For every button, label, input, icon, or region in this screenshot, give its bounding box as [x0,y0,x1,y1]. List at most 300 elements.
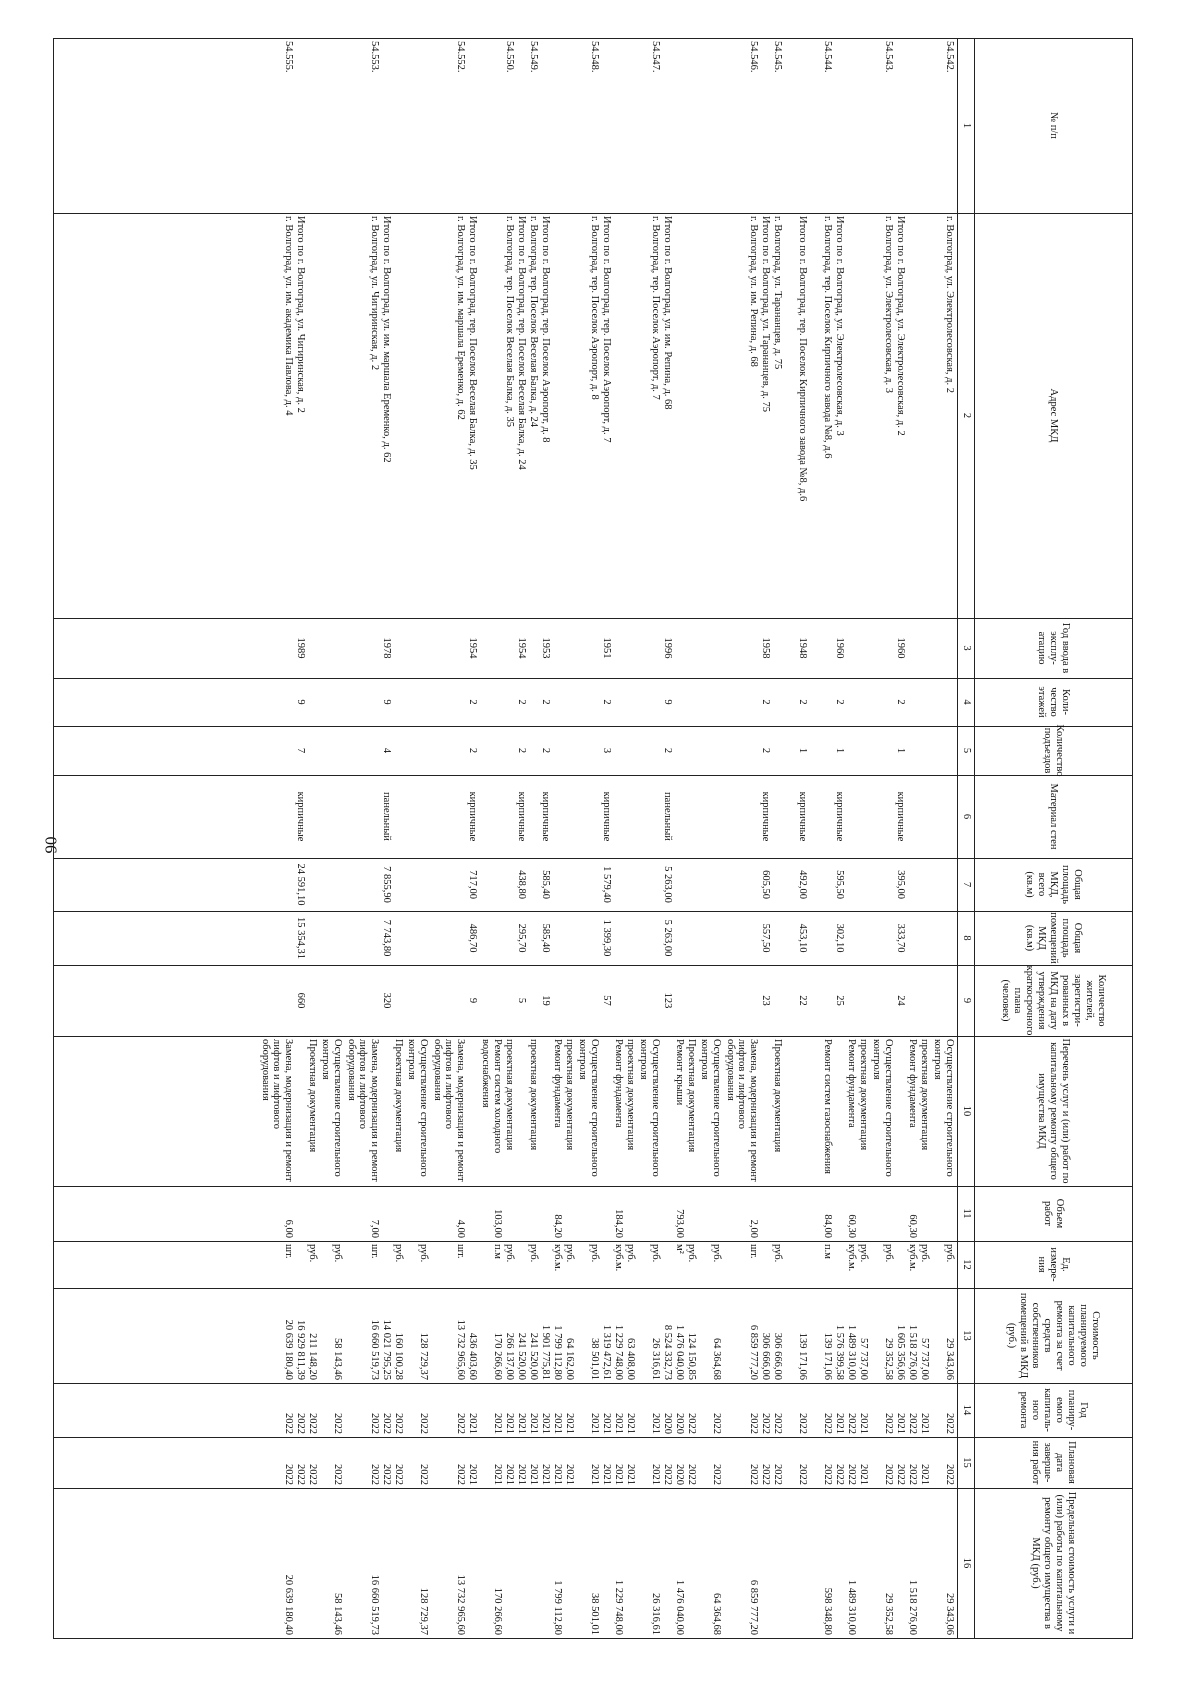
cell-col-4: 9 [662,699,673,705]
cell-col-13: 38 501,01 [589,1338,600,1380]
cell-col-12: руб. [504,1244,515,1263]
cell-col-13: 139 171,06 [822,1332,833,1380]
column-header: Год ввода в эксплу-атацию [1036,622,1071,674]
cell-col-15: 2022 [760,1464,771,1485]
cell-col-5: 2 [516,747,527,754]
cell-col-12: шт. [369,1244,380,1259]
cell-col-1: 54.543. [883,41,894,73]
cell-col-14: 2022 [944,1413,955,1434]
cell-col-13: 29 352,58 [883,1338,894,1380]
column-header: Общая площадь помещений МКД (кв.м) [1024,912,1083,964]
cell-col-9: 320 [381,992,392,1009]
cell-col-13: 211 148,20 [307,1333,318,1380]
cell-col-16: 58 143,46 [332,1593,343,1635]
cell-col-9: 123 [662,992,673,1009]
cell-col-12: руб. [919,1244,930,1263]
cell-col-2: Итого по г. Волгоград, ул. Электролесовская, д. 2 [895,216,906,436]
column-header: Количество жителей, зарегистри-рованных в МКД на дату утверждения краткосрочного плана (человек) [1000,965,1107,1036]
cell-col-15: 2022 [455,1464,466,1485]
cell-col-1: 54.553. [369,41,380,73]
column-number: 2 [961,412,972,419]
cell-col-10: Ремонт фундамента [907,1039,918,1128]
cell-col-11: 184,20 [613,1209,624,1238]
cell-col-3: 1954 [516,637,527,659]
cell-col-12: руб. [564,1244,575,1263]
cell-col-9: 22 [797,995,808,1006]
cell-col-2: Итого по г. Волгоград, тер. Поселок Веселая Балка, д. 35 [467,216,478,470]
cell-col-7: 605,50 [760,870,771,899]
column-header: Предельная стоимость услуги и (или) работы по капитальному ремонту общего имущества в МКД (руб.) [1030,1491,1077,1635]
cell-col-3: 1960 [834,637,845,659]
cell-col-6: кирпичные [760,791,771,842]
cell-col-6: кирпичные [516,791,527,842]
column-number: 16 [961,1557,972,1569]
column-header: Год планиру-емого капиталь-ного ремонта [1018,1388,1089,1432]
cell-col-4: 2 [834,699,845,705]
cell-col-9: 25 [834,995,845,1006]
cell-col-7: 24 591,10 [295,863,306,906]
cell-col-11: 6,00 [283,1219,294,1238]
cell-col-12: руб. [944,1244,955,1263]
cell-col-15: 2022 [834,1464,845,1485]
cell-col-7: 5 263,00 [662,866,673,903]
cell-col-10: проектная документация [564,1039,575,1151]
cell-col-13: 64 364,68 [711,1338,722,1380]
cell-col-8: 295,70 [516,923,527,953]
cell-col-13: 170 266,60 [492,1332,503,1380]
cell-col-15: 2021 [552,1464,563,1485]
cell-col-12: п.м [822,1244,833,1259]
cell-col-10: Ремонт фундамента [613,1039,624,1128]
cell-col-13: 1 489 310,00 [846,1324,857,1380]
cell-col-15: 2022 [797,1464,808,1485]
cell-col-10: Замена, модернизация и ремонт лифтов и лифтового оборудования [260,1039,294,1182]
cell-col-13: 1 605 356,06 [895,1324,906,1380]
cell-col-11: 4,00 [455,1219,466,1238]
cell-col-14: 2021 [613,1413,624,1434]
cell-col-12: куб.м. [846,1244,857,1272]
cell-col-10: Проектная документация [686,1039,697,1153]
cell-col-14: 2020 [674,1413,685,1434]
cell-col-1: 54.545. [772,41,783,73]
cell-col-16: 13 732 965,60 [455,1574,466,1635]
row-rule [957,38,958,1638]
cell-col-14: 2022 [907,1413,918,1434]
column-number: 15 [961,1457,972,1468]
cell-col-2: г. Волгоград, ул. им. маршала Еременко, д. 62 [455,216,466,420]
cell-col-2: г. Волгоград, ул. Электролесовская, д. 2 [944,216,955,393]
cell-col-16: 170 266,60 [492,1587,503,1635]
cell-col-11: 84,00 [822,1214,833,1238]
cell-col-14: 2021 [858,1413,869,1434]
cell-col-12: шт. [455,1244,466,1259]
cell-col-13: 124 150,85 [686,1332,697,1380]
cell-col-8: 7 743,80 [381,919,392,957]
column-number: 9 [961,997,972,1004]
cell-col-15: 2022 [846,1464,857,1485]
cell-col-14: 2021 [492,1413,503,1434]
cell-col-10: Осуществление строительного контроля [406,1039,429,1177]
cell-col-14: 2020 [662,1413,673,1434]
cell-col-7: 492,00 [797,870,808,899]
cell-col-13: 57 737,00 [858,1338,869,1380]
cell-col-13: 57 737,00 [919,1338,930,1380]
cell-col-1: 54.546. [748,41,759,73]
cell-col-12: руб. [307,1244,318,1263]
rotated-table-stage [53,38,1133,1638]
cell-col-9: 9 [467,997,478,1004]
cell-col-13: 306 666,00 [760,1332,771,1380]
cell-col-3: 1960 [895,637,906,659]
cell-col-2: Итого по г. Волгоград, ул. им. Репина, д. 68 [662,216,673,410]
cell-col-15: 2022 [748,1464,759,1485]
cell-col-15: 2022 [711,1464,722,1485]
cell-col-11: 60,30 [846,1214,857,1238]
cell-col-8: 585,40 [540,923,551,953]
cell-col-14: 2022 [283,1413,294,1434]
cell-col-12: руб. [858,1244,869,1263]
cell-col-12: руб. [625,1244,636,1263]
cell-col-16: 29 352,58 [883,1593,894,1635]
cell-col-10: проектная документация [919,1039,930,1151]
repair-plan-table [53,38,1133,1638]
cell-col-14: 2022 [381,1413,392,1434]
cell-col-4: 2 [797,699,808,705]
cell-col-2: г. Волгоград, ул. Электролесовская, д. 3 [883,216,894,393]
cell-col-12: м² [674,1244,685,1254]
cell-col-1: 54.542. [944,41,955,73]
cell-col-6: кирпичные [601,791,612,842]
bottom-rule [53,38,54,1638]
cell-col-14: 2022 [393,1413,404,1434]
cell-col-12: куб.м. [907,1244,918,1272]
cell-col-13: 1 229 748,00 [613,1324,624,1380]
cell-col-8: 302,10 [834,923,845,953]
cell-col-15: 2021 [919,1464,930,1485]
column-header: Адрес МКД [1048,388,1059,443]
cell-col-1: 54.547. [650,41,661,73]
cell-col-10: Проектная документация [393,1039,404,1153]
cell-col-14: 2022 [295,1413,306,1434]
column-header: Материал стен [1048,783,1059,850]
cell-col-11: 103,00 [492,1209,503,1238]
cell-col-14: 2022 [711,1413,722,1434]
cell-col-9: 5 [516,997,527,1004]
cell-col-15: 2020 [674,1464,685,1485]
cell-col-4: 2 [601,699,612,705]
cell-col-16: 64 364,68 [711,1593,722,1635]
cell-col-12: руб. [686,1244,697,1263]
cell-col-15: 2021 [516,1464,527,1485]
cell-col-5: 2 [662,747,673,754]
cell-col-14: 2022 [686,1413,697,1434]
cell-col-3: 1953 [540,637,551,659]
cell-col-2: Итого по г. Волгоград, ул. Чигиринская, д. 2 [295,216,306,413]
cell-col-15: 2022 [393,1464,404,1485]
cell-col-2: Итого по г. Волгоград, тер. Поселок Кирпичного завода №8, д.6 [797,216,808,502]
cell-col-7: 395,00 [895,870,906,899]
cell-col-2: Итого по г. Волгоград, ул. им. маршала Еременко, д. 62 [381,216,392,463]
cell-col-14: 2021 [564,1413,575,1434]
column-header: Стоимость планируемого капитального ремонта за счет средств собственников помещений в МКД (руб.) [1006,1292,1101,1379]
cell-col-15: 2021 [504,1464,515,1485]
column-rule [53,1638,1133,1639]
cell-col-14: 2022 [760,1413,771,1434]
cell-col-6: кирпичные [797,791,808,842]
cell-col-16: 598 348,80 [822,1587,833,1635]
cell-col-11: 84,20 [552,1214,563,1238]
cell-col-6: панельный [381,792,392,841]
cell-col-15: 2022 [895,1464,906,1485]
cell-col-14: 2021 [601,1413,612,1434]
cell-col-16: 6 859 777,20 [748,1579,759,1635]
cell-col-3: 1951 [601,637,612,659]
cell-col-10: Замена, модернизация и ремонт лифтов и лифтового оборудования [432,1039,466,1182]
column-header: Общая площадь МКД, всего (кв.м) [1024,865,1083,904]
cell-col-10: Осуществление строительного контроля [871,1039,894,1177]
cell-col-2: Итого по г. Волгоград, тер. Поселок Аэропорт, д. 7 [601,216,612,443]
cell-col-15: 2021 [601,1464,612,1485]
cell-col-12: куб.м. [613,1244,624,1272]
cell-col-10: Замена, модернизация и ремонт лифтов и лифтового оборудования [346,1039,380,1182]
column-number: 1 [961,122,972,129]
cell-col-12: руб. [589,1244,600,1263]
cell-col-1: 54.548. [589,41,600,73]
cell-col-4: 2 [516,699,527,705]
cell-col-12: шт. [748,1244,759,1259]
cell-col-3: 1978 [381,637,392,659]
cell-col-5: 1 [797,747,808,754]
cell-col-14: 2021 [467,1413,478,1434]
row-rule [1132,38,1133,1638]
cell-col-10: Ремонт систем холодного водоснабжения [480,1039,503,1154]
cell-col-13: 58 143,46 [332,1338,343,1380]
column-number: 7 [961,881,972,888]
cell-col-14: 2022 [369,1413,380,1434]
cell-col-15: 2021 [625,1464,636,1485]
cell-col-10: проектная документация [858,1039,869,1151]
cell-col-14: 2021 [540,1413,551,1434]
cell-col-14: 2022 [455,1413,466,1434]
cell-col-4: 2 [895,699,906,705]
cell-col-13: 1 518 276,00 [907,1324,918,1380]
cell-col-13: 14 021 795,25 [381,1319,392,1380]
cell-col-11: 60,30 [907,1214,918,1238]
cell-col-15: 2022 [381,1464,392,1485]
cell-col-15: 2022 [662,1464,673,1485]
cell-col-15: 2022 [944,1464,955,1485]
cell-col-7: 438,80 [516,870,527,899]
cell-col-16: 1 476 040,00 [674,1579,685,1635]
cell-col-15: 2022 [822,1464,833,1485]
cell-col-13: 6 859 777,20 [748,1324,759,1380]
cell-col-15: 2021 [528,1464,539,1485]
cell-col-8: 486,70 [467,923,478,953]
cell-col-13: 26 316,61 [650,1338,661,1380]
cell-col-14: 2022 [883,1413,894,1434]
cell-col-13: 436 403,60 [467,1332,478,1380]
cell-col-5: 1 [895,747,906,754]
cell-col-15: 2022 [295,1464,306,1485]
cell-col-15: 2022 [772,1464,783,1485]
cell-col-2: г. Волгоград, ул. Тарананцев, д. 75 [772,216,783,370]
cell-col-6: кирпичные [295,791,306,842]
cell-col-6: кирпичные [834,791,845,842]
cell-col-15: 2021 [613,1464,624,1485]
cell-col-7: 1 579,40 [601,866,612,903]
cell-col-16: 1 799 112,80 [552,1580,563,1635]
cell-col-10: Ремонт крыши [674,1039,685,1106]
cell-col-14: 2021 [516,1413,527,1434]
cell-col-14: 2022 [307,1413,318,1434]
cell-col-4: 2 [467,699,478,705]
cell-col-2: г. Волгоград, ул. им. академика Павлова, д. 4 [283,216,294,416]
cell-col-2: г. Волгоград, тер. Поселок Кирпичного завода №8, д.6 [822,216,833,459]
column-header: Коли-чество этажей [1036,686,1071,718]
cell-col-14: 2021 [528,1413,539,1434]
cell-col-15: 2022 [332,1464,343,1485]
cell-col-10: Осуществление строительного контроля [638,1039,661,1177]
cell-col-8: 1 399,30 [601,919,612,957]
cell-col-14: 2022 [332,1413,343,1434]
cell-col-2: г. Волгоград, тер. Поселок Веселая Балка, д. 35 [504,216,515,428]
cell-col-10: Ремонт фундамента [846,1039,857,1128]
cell-col-13: 128 729,37 [418,1332,429,1380]
cell-col-11: 7,00 [369,1219,380,1238]
cell-col-13: 1 799 112,80 [552,1325,563,1380]
cell-col-14: 2021 [504,1413,515,1434]
cell-col-5: 2 [760,747,771,754]
cell-col-6: кирпичные [540,791,551,842]
cell-col-1: 54.549. [528,41,539,73]
cell-col-5: 3 [601,747,612,754]
column-number: 3 [961,645,972,651]
cell-col-10: Проектная документация [772,1039,783,1153]
cell-col-8: 453,10 [797,923,808,953]
cell-col-7: 717,00 [467,870,478,899]
cell-col-13: 306 666,00 [772,1332,783,1380]
cell-col-15: 2021 [564,1464,575,1485]
cell-col-13: 64 162,00 [564,1338,575,1380]
cell-col-9: 19 [540,995,551,1006]
cell-col-3: 1948 [797,637,808,659]
cell-col-13: 20 639 180,40 [283,1319,294,1380]
cell-col-8: 15 354,31 [295,917,306,959]
cell-col-14: 2022 [772,1413,783,1434]
cell-col-2: г. Волгоград, ул. Чигиринская, д. 2 [369,216,380,371]
cell-col-15: 2021 [589,1464,600,1485]
cell-col-13: 8 524 332,73 [662,1324,673,1380]
cell-col-12: шт. [283,1244,294,1259]
cell-col-8: 333,70 [895,923,906,953]
cell-col-12: руб. [332,1244,343,1263]
cell-col-12: руб. [883,1244,894,1263]
cell-col-10: проектная документация [528,1039,539,1151]
cell-col-2: г. Волгоград, тер. Поселок Аэропорт, д. 8 [589,216,600,400]
cell-col-3: 1954 [467,637,478,659]
cell-col-13: 1 476 040,00 [674,1324,685,1380]
cell-col-2: г. Волгоград, тер. Поселок Веселая Балка, д. 24 [528,216,539,428]
cell-col-5: 4 [381,747,392,754]
cell-col-13: 1 319 472,61 [601,1324,612,1380]
cell-col-14: 2021 [834,1413,845,1434]
cell-col-4: 9 [295,699,306,705]
cell-col-15: 2021 [650,1464,661,1485]
column-number: 12 [961,1259,972,1270]
cell-col-16: 29 343,06 [944,1593,955,1635]
column-header: № п/п [1048,112,1059,139]
cell-col-10: Ремонт систем газоснабжения [822,1039,833,1174]
cell-col-15: 2021 [492,1464,503,1485]
cell-col-5: 2 [540,747,551,754]
cell-col-2: Итого по г. Волгоград, тер. Поселок Аэропорт, д. 8 [540,216,551,443]
cell-col-15: 2022 [418,1464,429,1485]
cell-col-15: 2022 [369,1464,380,1485]
cell-col-16: 26 316,61 [650,1593,661,1635]
cell-col-13: 29 343,06 [944,1338,955,1380]
cell-col-13: 13 732 965,60 [455,1319,466,1380]
cell-col-13: 1 901 775,81 [540,1324,551,1380]
cell-col-14: 2021 [625,1413,636,1434]
cell-col-10: проектная документация [625,1039,636,1151]
cell-col-9: 660 [295,992,306,1009]
cell-col-13: 16 929 811,39 [295,1320,306,1380]
cell-col-10: Осуществление строительного контроля [932,1039,955,1177]
cell-col-13: 1 576 399,58 [834,1324,845,1380]
cell-col-12: руб. [650,1244,661,1263]
cell-col-10: Замена, модернизация и ремонт лифтов и лифтового оборудования [725,1039,759,1182]
cell-col-10: проектная документация [504,1039,515,1151]
cell-col-16: 128 729,37 [418,1587,429,1635]
cell-col-12: руб. [393,1244,404,1263]
cell-col-16: 38 501,01 [589,1593,600,1635]
cell-col-16: 1 489 310,00 [846,1579,857,1635]
column-number: 5 [961,747,972,754]
cell-col-5: 2 [467,747,478,754]
cell-col-13: 266 137,00 [504,1332,515,1380]
cell-col-9: 23 [760,995,771,1006]
row-rule [974,38,975,1638]
cell-col-12: руб. [418,1244,429,1263]
cell-col-16: 1 518 276,00 [907,1579,918,1635]
cell-col-2: Итого по г. Волгоград, ул. Тарананцев, д. 75 [760,216,771,413]
column-number: 13 [961,1330,972,1341]
cell-col-2: г. Волгоград, тер. Поселок Аэропорт, д. 7 [650,216,661,400]
column-number: 10 [961,1105,972,1117]
cell-col-15: 2022 [283,1464,294,1485]
cell-col-10: Осуществление строительного контроля [320,1039,343,1177]
column-header: Количество подъездов [1042,724,1065,777]
cell-col-8: 5 263,00 [662,919,673,957]
cell-col-10: Ремонт фундамента [552,1039,563,1128]
cell-col-3: 1958 [760,637,771,659]
cell-col-14: 2022 [748,1413,759,1434]
cell-col-14: 2021 [589,1413,600,1434]
cell-col-12: п.м [492,1244,503,1259]
cell-col-16: 1 229 748,00 [613,1579,624,1635]
cell-col-2: Итого по г. Волгоград, ул. Электролесовская, д. 3 [834,216,845,436]
page-number: 90 [41,836,61,854]
cell-col-15: 2022 [307,1464,318,1485]
cell-col-14: 2022 [822,1413,833,1434]
cell-col-13: 160 100,28 [393,1332,404,1380]
cell-col-15: 2022 [686,1464,697,1485]
cell-col-7: 7 855,90 [381,866,392,903]
cell-col-3: 1989 [295,637,306,659]
cell-col-15: 2021 [858,1464,869,1485]
cell-col-13: 16 660 519,73 [369,1319,380,1380]
cell-col-2: Итого по г. Волгоград, тер. Поселок Веселая Балка, д. 24 [516,216,527,470]
